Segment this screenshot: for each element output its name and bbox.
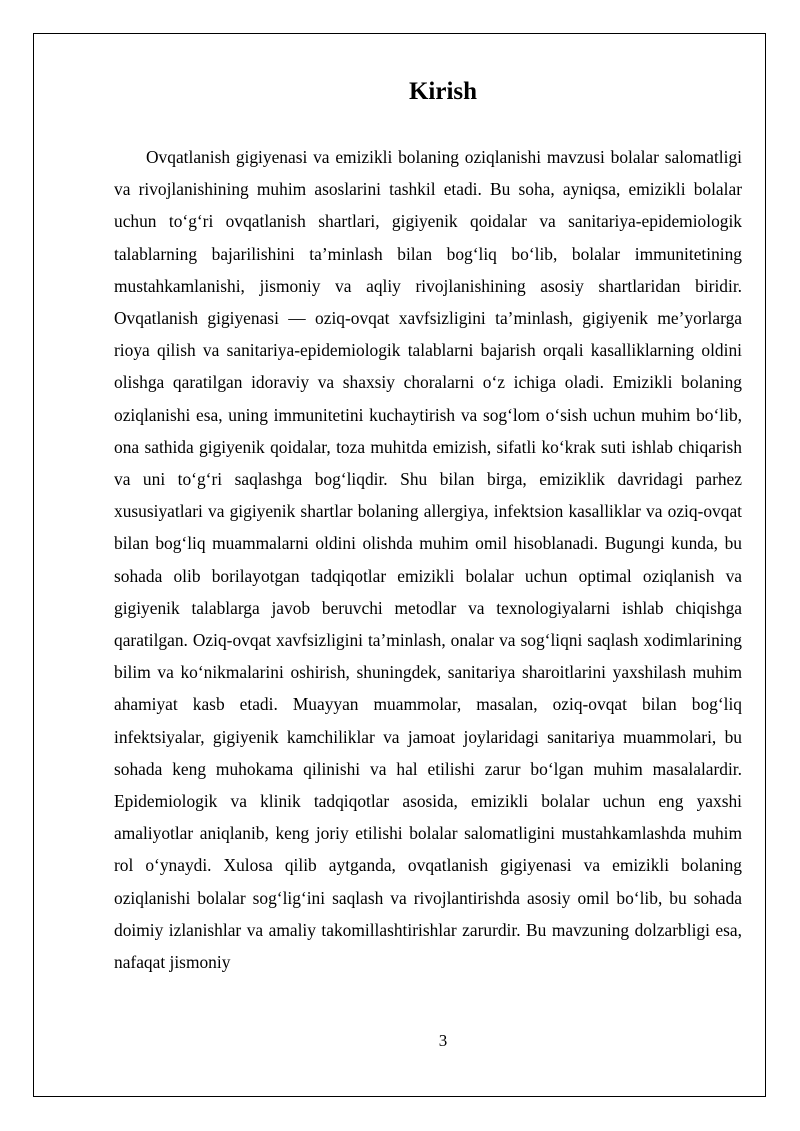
body-paragraph: Ovqatlanish gigiyenasi va emizikli bolaning oziqlanishi mavzusi bolalar salomatligi va rivojlanishining muhim asoslarini tashkil etadi. Bu soha, ayniqsa, emizikli bolalar uchun to‘g‘ri ovqatlanish shartlari, gigiyenik qoidalar va sanitariya-epidemiologik talablarning bajarilishini ta’minlash bilan bog‘liq bo‘lib, bolalar immunitetining mustahkamlanishi, jismoniy va aqliy rivojlanishining asosiy shartlaridan biridir. Ovqatlanish gigiyenasi — oziq-ovqat xavfsizligini ta’minlash, gigiyenik me’yorlarga rioya qilish va sanitariya-epidemiologik talablarni bajarish orqali kasalliklarning oldini olishga qaratilgan idoraviy va shaxsiy choralarni o‘z ichiga oladi. Emizikli bolaning oziqlanishi esa, uning immunitetini kuchaytirish va sog‘lom o‘sish uchun muhim bo‘lib, ona sathida gigiyenik qoidalar, toza muhitda emizish, sifatli ko‘krak suti ishlab chiqarish va uni to‘g‘ri saqlashga bog‘liqdir. Shu bilan birga, emiziklik davridagi parhez xususiyatlari va gigiyenik shartlar bolaning allergiya, infektsion kasalliklar va oziq-ovqat bilan bog‘liq muammalarni oldini olishda muhim omil hisoblanadi. Bugungi kunda, bu sohada olib borilayotgan tadqiqotlar emizikli bolalar uchun optimal oziqlanish va gigiyenik talablarga javob beruvchi metodlar va texnologiyalarni ishlab chiqishga qaratilgan. Oziq-ovqat xavfsizligini ta’minlash, onalar va sog‘liqni saqlash xodimlarining bilim va ko‘nikmalarini oshirish, shuningdek, sanitariya sharoitlarini yaxshilash muhim ahamiyat kasb etadi. Muayyan muammolar, masalan, oziq-ovqat bilan bog‘liq infektsiyalar, gigiyenik kamchiliklar va jamoat joylaridagi sanitariya muammolari, bu sohada keng muhokama qilinishi va hal etilishi zarur bo‘lgan muhim masalalardir. Epidemiologik va klinik tadqiqotlar asosida, emizikli bolalar uchun eng yaxshi amaliyotlar aniqlanib, keng joriy etilishi bolalar salomatligini mustahkamlashda muhim rol o‘ynaydi. Xulosa qilib aytganda, ovqatlanish gigiyenasi va emizikli bolaning oziqlanishi bolalar sog‘lig‘ini saqlash va rivojlantirishda asosiy omil bo‘lib, bu sohada doimiy izlanishlar va amaliy takomillashtirishlar zarurdir. Bu mavzuning dolzarbligi esa, nafaqat jismoniy [114,147,742,973]
page-number: 3 [438,1031,448,1050]
page-title: Kirish [408,78,478,105]
